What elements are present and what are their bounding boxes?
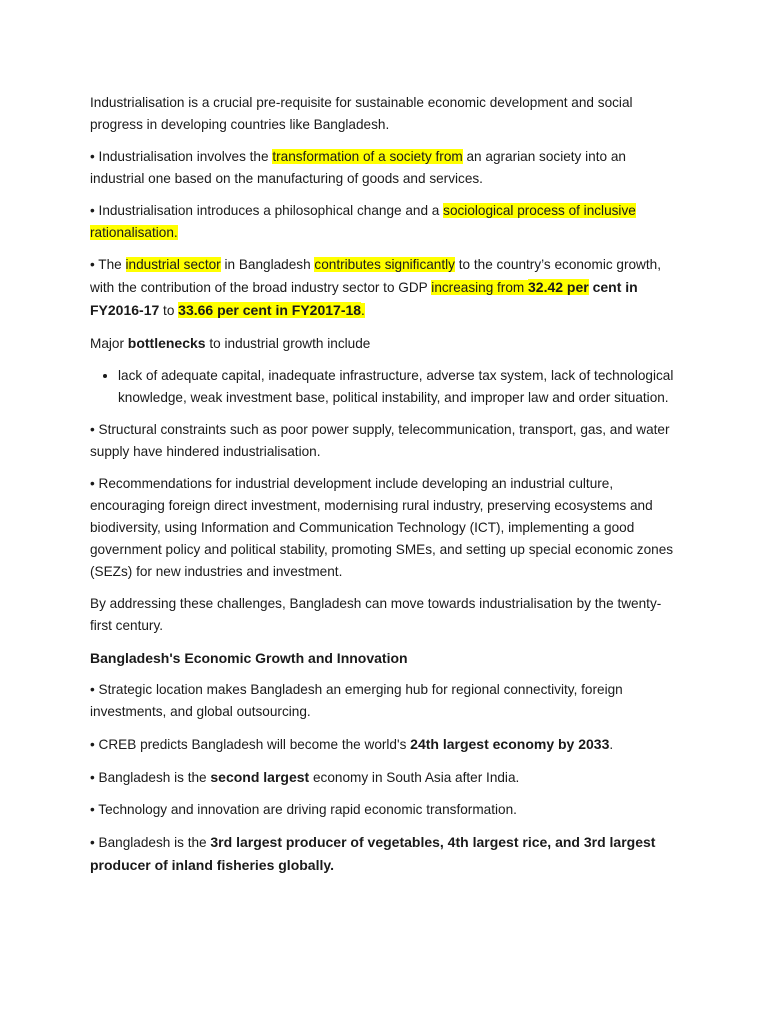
paragraph-producer: [90, 831, 682, 877]
highlighted-bold-text: 32.42 per: [528, 279, 589, 295]
bold-text: 3rd largest producer of vegetables, 4th largest rice, and 3rd largest producer of inland fisheries globally.: [90, 834, 656, 873]
paragraph-creb: [90, 733, 682, 756]
highlighted-bold-text: 33.66 per cent in FY2017-18: [178, 302, 362, 318]
text-run: an agrarian society into an industrial one based on the manufacturing of goods and services.: [90, 149, 626, 186]
bottlenecks-list: [90, 365, 682, 409]
text-run: • Industrialisation introduces a philosophical change and a: [90, 203, 444, 218]
paragraph-industrial-sector: [90, 254, 682, 322]
highlighted-text: .: [361, 303, 365, 318]
list-item: • lack of adequate capital, inadequate infrastructure, adverse tax system, lack of technological knowledge, weak investment base, political instability, and improper law and order situation.: [118, 365, 682, 409]
text-run: • The: [90, 257, 126, 272]
paragraph-technology: • Technology and innovation are driving rapid economic transformation.: [90, 802, 517, 817]
paragraph-philosophical-change: [90, 200, 682, 244]
bold-text: second largest: [210, 769, 310, 785]
paragraph-addressing-challenges: By addressing these challenges, Bangladesh can move towards industrialisation by the twenty-first century.: [90, 596, 662, 633]
document-body: [90, 92, 682, 887]
section-heading: Bangladesh's Economic Growth and Innovation: [90, 650, 408, 666]
text-run: to the country’s economic growth, with the contribution of the broad industry sector to GDP: [90, 257, 661, 295]
paragraph-bottlenecks: [90, 332, 682, 355]
text-run: in Bangladesh: [220, 257, 315, 272]
text-run: • Bangladesh is the: [90, 835, 211, 850]
text-run: • Bangladesh is the: [90, 770, 211, 785]
text-run: to: [159, 303, 179, 318]
highlighted-text: industrial sector: [125, 257, 221, 272]
bold-text: cent in FY2016-17: [90, 279, 638, 318]
paragraph-second-largest: [90, 766, 682, 789]
highlighted-text: increasing from: [431, 280, 528, 295]
text-run: • CREB predicts Bangladesh will become the world's: [90, 737, 411, 752]
paragraph-recommendations: • Recommendations for industrial development include developing an industrial culture, encouraging foreign direct investment, modernising rural industry, preserving ecosystems and biodiversity, using Information and Communication Technology (ICT), implementing a good government policy and political stability, promoting SMEs, and setting up special economic zones (SEZs) for new industries and investment.: [90, 476, 674, 579]
text-run: Major: [90, 336, 128, 351]
text-run: • Industrialisation involves the: [90, 149, 273, 164]
paragraph-structural-constraints: • Structural constraints such as poor power supply, telecommunication, transport, gas, and water supply have hindered industrialisation.: [90, 422, 670, 459]
paragraph-strategic-location: • Strategic location makes Bangladesh an emerging hub for regional connectivity, foreign investments, and global outsourcing.: [90, 682, 623, 719]
intro-paragraph: Industrialisation is a crucial pre-requisite for sustainable economic development and social progress in developing countries like Bangladesh.: [90, 95, 633, 132]
highlighted-text: sociological process of inclusive rationalisation.: [90, 203, 636, 240]
bold-text: 24th largest economy by 2033: [410, 736, 610, 752]
highlighted-text: transformation of a society from: [272, 149, 463, 164]
highlighted-text: contributes significantly: [314, 257, 455, 272]
bold-text: bottlenecks: [127, 335, 206, 351]
paragraph-transformation: [90, 146, 682, 190]
text-run: economy in South Asia after India.: [309, 770, 520, 785]
text-run: to industrial growth include: [205, 336, 371, 351]
text-run: .: [609, 737, 614, 752]
